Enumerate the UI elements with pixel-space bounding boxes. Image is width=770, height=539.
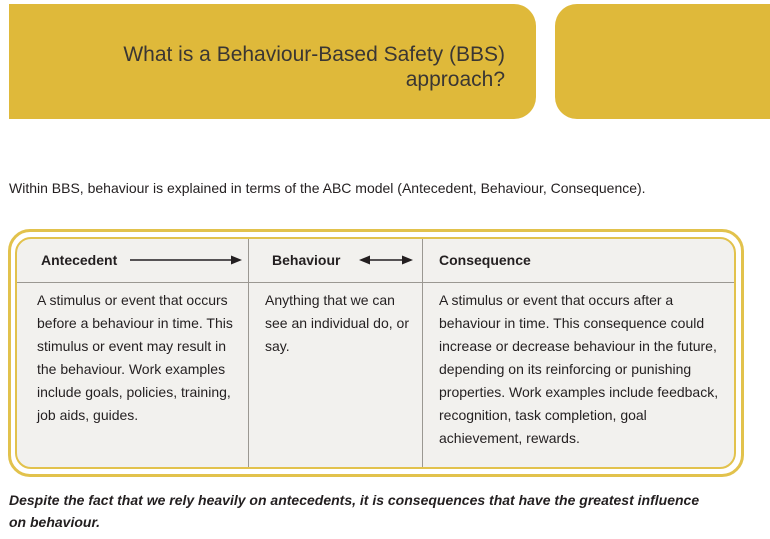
antecedent-column [17,239,248,467]
behaviour-column [248,239,422,467]
banner-tab [555,4,770,119]
intro-text: Within BBS, behaviour is explained in terms of the ABC model (Antecedent, Behaviour, Consequence). [9,180,646,196]
footer-statement: Despite the fact that we rely heavily on antecedents, it is consequences that have the greatest influence on behaviour. [9,492,700,530]
behaviour-header [249,239,422,283]
page-title: What is a Behaviour-Based Safety (BBS) approach? [123,43,505,91]
consequence-header-label: Consequence [439,252,531,268]
double-arrow-icon [359,254,413,266]
antecedent-header-label: Antecedent [41,252,118,268]
consequence-column [422,239,734,467]
antecedent-description: A stimulus or event that occurs before a behaviour in time. This stimulus or event may result in the behaviour. Work examples include goals, policies, training, job aids, guides. [37,292,233,423]
behaviour-description: Anything that we can see an individual do, or say. [265,292,409,354]
consequence-header [423,239,734,283]
abc-table [15,237,736,469]
right-arrow-icon [130,254,242,266]
consequence-description: A stimulus or event that occurs after a behaviour in time. This consequence could increase or decrease behaviour in the future, depending on its reinforcing or punishing properties. Work examples include feedback, recognition, task completion, goal achievement, rewards. [439,292,719,446]
behaviour-header-label: Behaviour [272,252,341,268]
antecedent-header [17,239,248,283]
title-banner [9,4,536,119]
